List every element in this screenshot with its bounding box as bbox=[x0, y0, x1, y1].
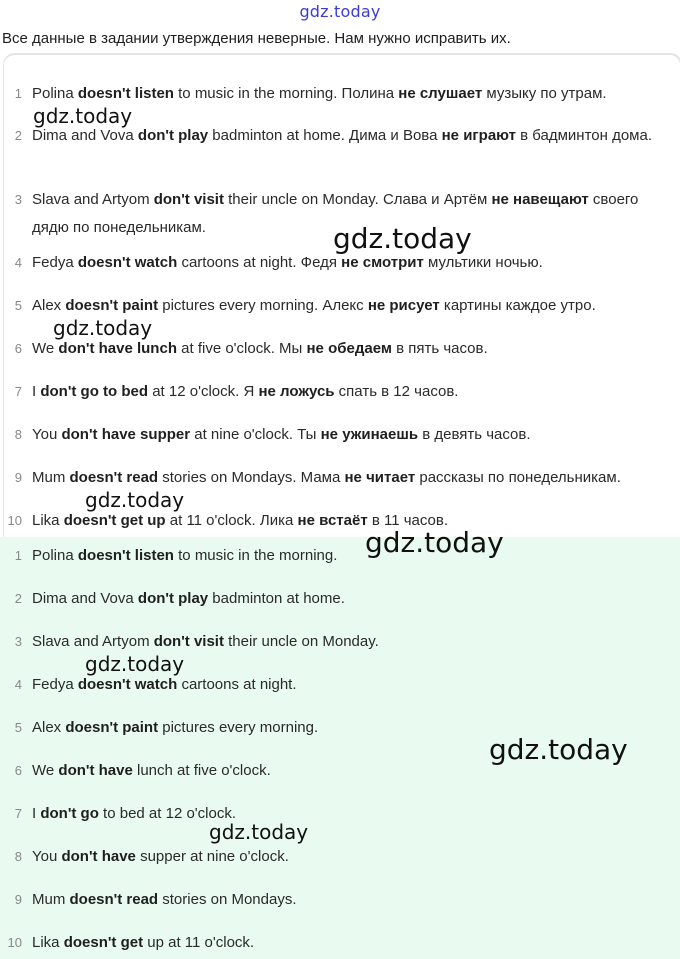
watermark: gdz.today bbox=[85, 652, 185, 676]
item-text: We don't have lunch at five o'clock. bbox=[32, 762, 271, 779]
item-text: I don't go to bed at 12 o'clock. Я не ложусь спать в 12 часов. bbox=[32, 383, 459, 400]
watermark: gdz.today bbox=[489, 733, 628, 766]
item-number: 10 bbox=[7, 935, 22, 950]
item-number: 4 bbox=[14, 255, 22, 270]
item-text: You don't have supper at nine o'clock. Ты не ужинаешь в девять часов. bbox=[32, 426, 531, 443]
item-text: Slava and Artyom don't visit their uncle on Monday. Слава и Артём не навещают своего дядю по понедельникам. bbox=[32, 191, 639, 236]
item-text: Polina doesn't listen to music in the morning. bbox=[32, 547, 338, 564]
item-text: Polina doesn't listen to music in the morning. Полина не слушает музыку по утрам. bbox=[32, 85, 607, 102]
item-text: Mum doesn't read stories on Mondays. Мама не читает рассказы по понедельникам. bbox=[32, 469, 621, 486]
item-number: 3 bbox=[14, 634, 22, 649]
item-number: 1 bbox=[14, 548, 22, 563]
watermark: gdz.today bbox=[365, 526, 504, 559]
item-text: Mum doesn't read stories on Mondays. bbox=[32, 891, 297, 908]
item-number: 2 bbox=[14, 128, 22, 143]
item-number: 8 bbox=[14, 427, 22, 442]
item-number: 3 bbox=[14, 192, 22, 207]
watermark: gdz.today bbox=[333, 222, 472, 255]
item-number: 6 bbox=[14, 341, 22, 356]
item-number: 10 bbox=[7, 513, 22, 528]
watermark: gdz.today bbox=[53, 316, 153, 340]
item-number: 9 bbox=[14, 470, 22, 485]
item-text: Dima and Vova don't play badminton at home. bbox=[32, 590, 345, 607]
item-text: Slava and Artyom don't visit their uncle on Monday. bbox=[32, 633, 379, 650]
item-text: Lika doesn't get up at 11 o'clock. Лика не встаёт в 11 часов. bbox=[32, 512, 449, 529]
item-text: I don't go to bed at 12 o'clock. bbox=[32, 805, 237, 822]
watermark: gdz.today bbox=[33, 104, 133, 128]
item-number: 7 bbox=[14, 806, 22, 821]
item-text: Fedya doesn't watch cartoons at night. Федя не смотрит мультики ночью. bbox=[32, 254, 543, 271]
item-number: 9 bbox=[14, 892, 22, 907]
item-number: 7 bbox=[14, 384, 22, 399]
item-text: Dima and Vova don't play badminton at home. Дима и Вова не играют в бадминтон дома. bbox=[32, 127, 652, 144]
watermark: gdz.today bbox=[209, 820, 309, 844]
item-text: You don't have supper at nine o'clock. bbox=[32, 848, 289, 865]
watermark: gdz.today bbox=[85, 488, 185, 512]
item-number: 8 bbox=[14, 849, 22, 864]
item-number: 6 bbox=[14, 763, 22, 778]
item-number: 1 bbox=[14, 86, 22, 101]
item-text: We don't have lunch at five o'clock. Мы не обедаем в пять часов. bbox=[32, 340, 488, 357]
intro-text: Все данные в задании утверждения неверные. Нам нужно исправить их. bbox=[2, 30, 511, 47]
item-text: Lika doesn't get up at 11 o'clock. bbox=[32, 934, 255, 951]
item-text: Alex doesn't paint pictures every morning. Алекс не рисует картины каждое утро. bbox=[32, 297, 596, 314]
item-number: 5 bbox=[14, 720, 22, 735]
item-number: 2 bbox=[14, 591, 22, 606]
item-number: 5 bbox=[14, 298, 22, 313]
site-logo[interactable]: gdz.today bbox=[299, 2, 381, 21]
item-number: 4 bbox=[14, 677, 22, 692]
item-text: Alex doesn't paint pictures every morning. bbox=[32, 719, 319, 736]
item-text: Fedya doesn't watch cartoons at night. bbox=[32, 676, 297, 693]
